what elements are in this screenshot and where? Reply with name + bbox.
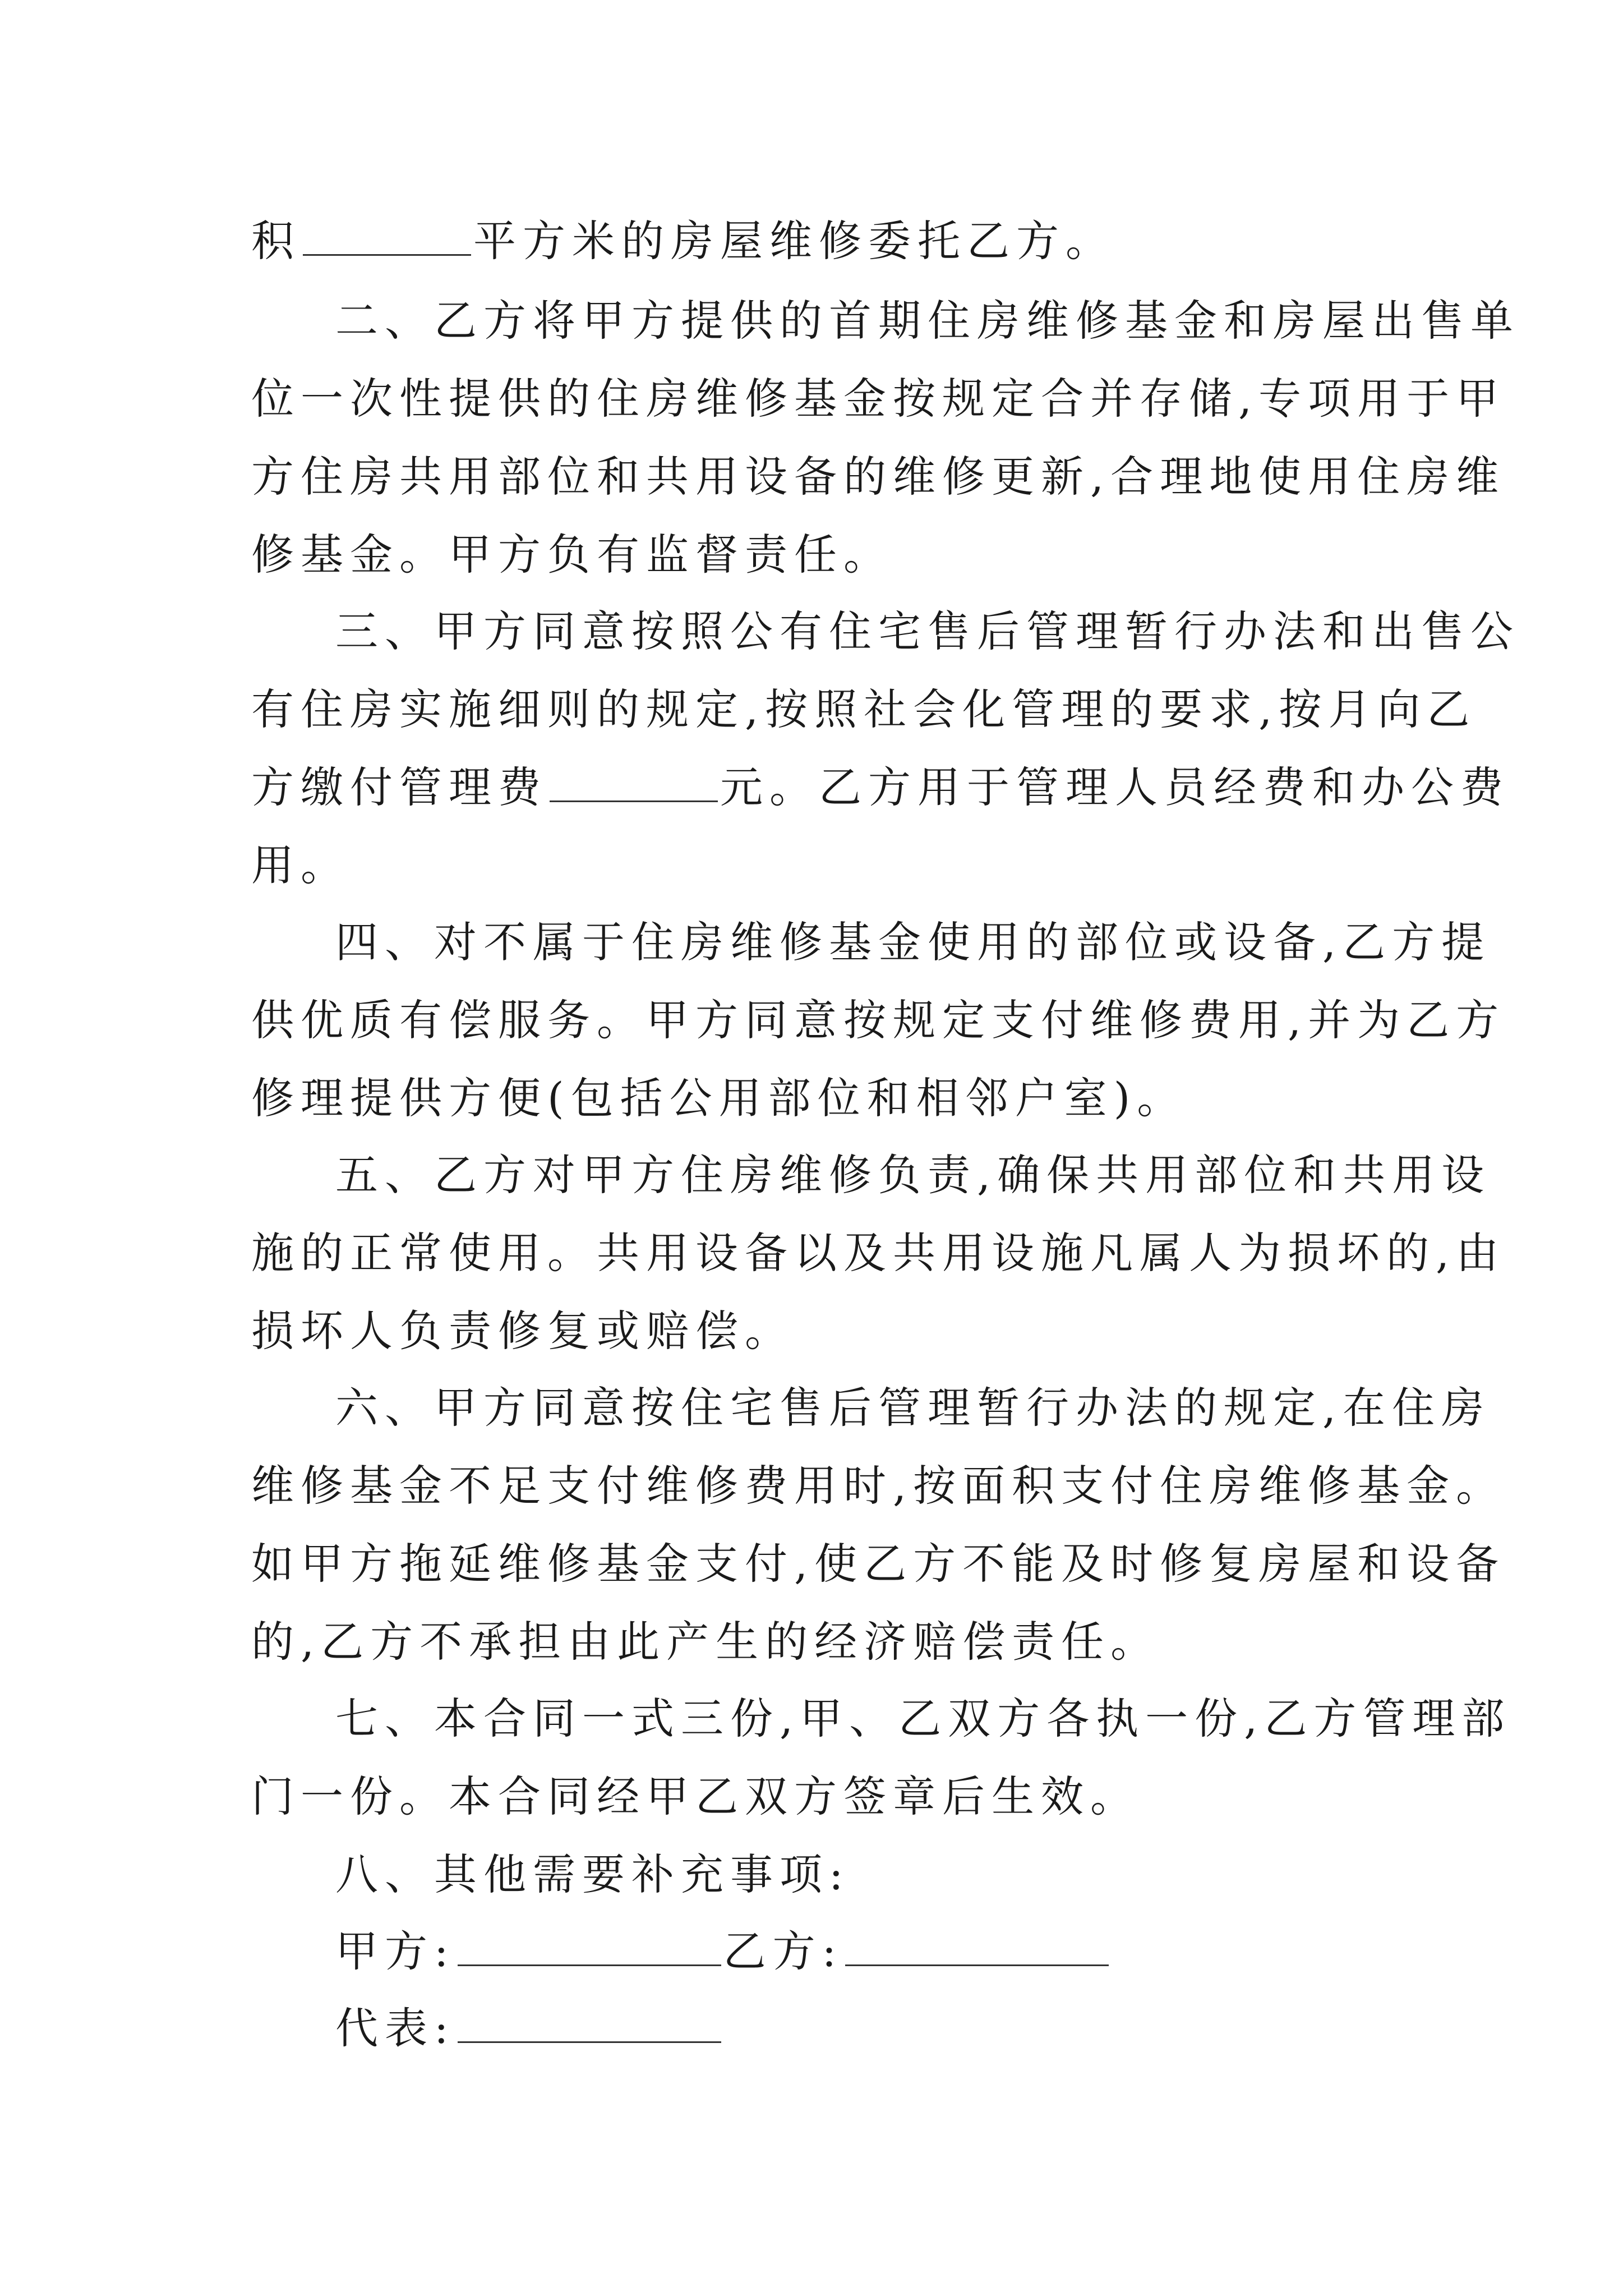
- line-text: 元。乙方用于管理人员经费和办公费: [720, 762, 1510, 812]
- paragraph-line: 维修基金不足支付维修费用时,按面积支付住房维修基金。: [251, 1461, 1506, 1511]
- fee-blank: [550, 758, 718, 802]
- line-text: 积: [251, 216, 301, 266]
- paragraph-line: 二、乙方将甲方提供的首期住房维修基金和房屋出售单: [335, 296, 1520, 346]
- line-text: 方缴付管理费: [251, 762, 547, 812]
- paragraph-line: [251, 754, 1510, 821]
- paragraph-line: 四、对不属于住房维修基金使用的部位或设备,乙方提: [335, 917, 1491, 967]
- paragraph-line: 八、其他需要补充事项:: [335, 1849, 850, 1899]
- representative-row: [335, 1995, 1384, 2062]
- paragraph-line: 用。: [251, 840, 350, 890]
- paragraph-line: 供优质有偿服务。甲方同意按规定支付维修费用,并为乙方: [251, 995, 1506, 1045]
- paragraph-line: 有住房实施细则的规定,按照社会化管理的要求,按月向乙: [251, 684, 1477, 734]
- representative-label: 代表:: [335, 2003, 455, 2053]
- party-a-blank: [458, 1922, 721, 1966]
- line-text: 平方米的房屋维修委托乙方。: [473, 216, 1115, 266]
- paragraph-line: 三、甲方同意按照公有住宅售后管理暂行办法和出售公: [335, 606, 1520, 656]
- paragraph-line: 门一份。本合同经甲乙双方签章后生效。: [251, 1772, 1140, 1821]
- paragraph-line: 五、乙方对甲方住房维修负责,确保共用部位和共用设: [335, 1150, 1491, 1200]
- paragraph-line: 修基金。甲方负有监督责任。: [251, 530, 893, 579]
- party-b-blank: [845, 1922, 1109, 1966]
- representative-blank: [458, 1999, 721, 2043]
- paragraph-line: 六、甲方同意按住宅售后管理暂行办法的规定,在住房: [335, 1383, 1491, 1433]
- paragraph-line: 方住房共用部位和共用设备的维修更新,合理地使用住房维: [251, 452, 1506, 501]
- paragraph-line: 施的正常使用。共用设备以及共用设施凡属人为损坏的,由: [251, 1228, 1506, 1278]
- paragraph-line: 七、本合同一式三份,甲、乙双方各执一份,乙方管理部: [335, 1694, 1511, 1743]
- party-a-label: 甲方:: [335, 1926, 455, 1976]
- paragraph-line: 如甲方拖延维修基金支付,使乙方不能及时修复房屋和设备: [251, 1539, 1506, 1589]
- paragraph-line: 位一次性提供的住房维修基金按规定合并存储,专项用于甲: [251, 374, 1506, 424]
- paragraph-line: 的,乙方不承担由此产生的经济赔偿责任。: [251, 1617, 1160, 1667]
- paragraph-line: [251, 208, 1384, 275]
- area-blank: [303, 211, 471, 256]
- party-b-label: 乙方:: [723, 1926, 843, 1976]
- paragraph-line: 损坏人负责修复或赔偿。: [251, 1306, 794, 1356]
- paragraph-line: 修理提供方便(包括公用部位和相邻户室)。: [251, 1073, 1187, 1123]
- signature-row: [335, 1918, 1384, 1985]
